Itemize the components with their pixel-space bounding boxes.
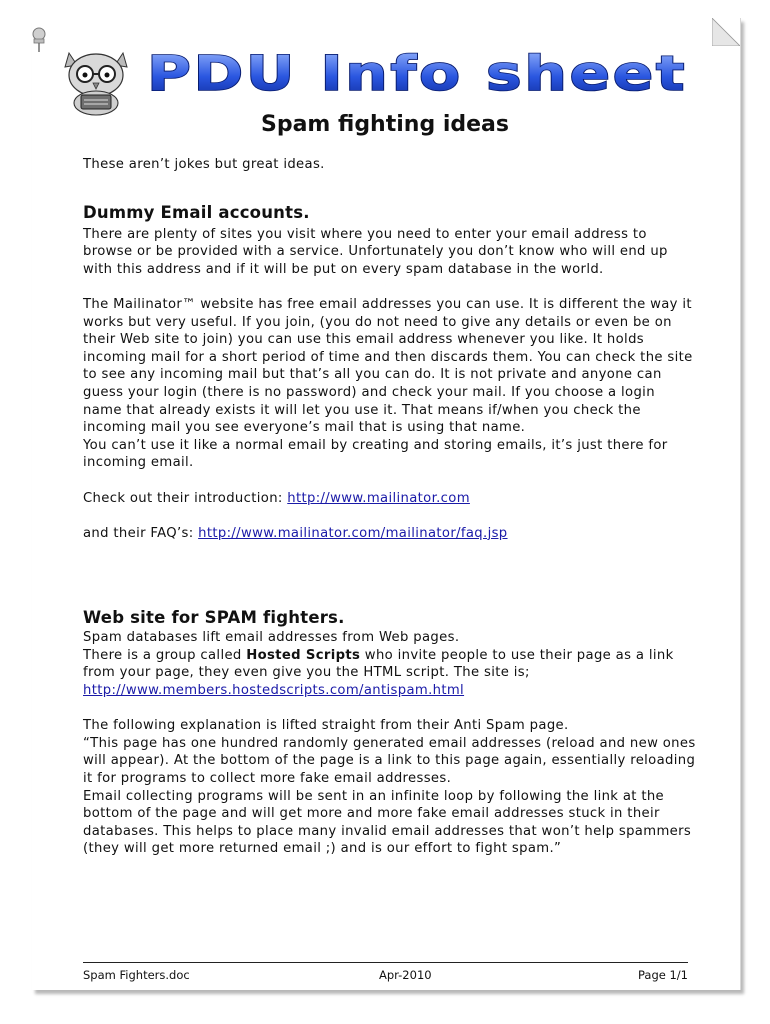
quote-paragraph-2: Email collecting programs will be sent in an infinite loop by following the link at the bottom of the page and will get more and more fake email addresses stuck in their databases. This helps to place many invalid email addresses that won’t help spammers (they will get more returned email ;) and is our effort to fight spam.”	[83, 788, 692, 857]
pushpin-icon	[30, 26, 48, 52]
owl-mascot-icon	[55, 45, 137, 117]
explanation-intro: The following explanation is lifted straight from their Anti Spam page.	[83, 718, 569, 734]
intro-paragraph: These aren’t jokes but great ideas.	[83, 157, 325, 172]
page-footer	[83, 962, 688, 982]
mailinator-usage-paragraph: You can’t use it like a normal email by creating and storing emails, it’s just there for incoming email.	[83, 437, 668, 471]
document-body	[83, 156, 698, 858]
banner-title: PDU Info sheet	[147, 46, 687, 98]
page-curl-corner	[712, 18, 740, 46]
section-heading-dummy-email: Dummy Email accounts.	[83, 202, 310, 222]
footer-page-number: Page 1/1	[637, 968, 688, 982]
pdu-info-sheet-banner	[145, 46, 705, 98]
hosted-scripts-text-before: There is a group called	[83, 647, 247, 663]
hosted-scripts-link[interactable]: http://www.members.hostedscripts.com/antispam.html	[83, 683, 465, 699]
hosted-scripts-paragraph	[83, 647, 698, 682]
mailinator-faq-line	[83, 525, 698, 543]
mailinator-intro-label: Check out their introduction:	[83, 490, 288, 506]
mailinator-paragraph: The Mailinator™ website has free email addresses you can use. It is different the way it works but very useful. If you join, (you do not need to give any details or even be on their Web site to join) you can use this email address whenever you like. It holds incoming mail for a short period of time and then discards them. You can check the site to see any incoming mail but that’s all you can do. It is not private and anyone can guess your login (there is no password) and check your mail. If you choose a login name that already exists it will let you use it. That means if/when you check the incoming mail you see everyone’s mail that is using that name.	[83, 296, 693, 436]
quote-paragraph-1: “This page has one hundred randomly generated email addresses (reload and new ones will appear). At the bottom of the page is a link to this page again, essentially reloading it for programs to collect more fake email addresses.	[83, 735, 696, 787]
dummy-email-paragraph-1: There are plenty of sites you visit where you need to enter your email address to browse or be provided with a service. Unfortunately you don’t know who will end up with this address and if it will be put on every spam database in the world.	[83, 226, 668, 277]
mailinator-link[interactable]: http://www.mailinator.com	[287, 490, 470, 506]
hosted-scripts-name: Hosted Scripts	[246, 647, 361, 663]
footer-date: Apr-2010	[379, 968, 432, 982]
spam-databases-paragraph: Spam databases lift email addresses from Web pages.	[83, 630, 460, 646]
footer-filename: Spam Fighters.doc	[83, 968, 190, 982]
mailinator-intro-line	[83, 490, 698, 508]
hosted-scripts-text-after: who invite people to use their page as a link from your page, they even give you the HTML script. The site is;	[83, 647, 674, 681]
section-heading-spam-fighters: Web site for SPAM fighters.	[83, 608, 345, 628]
hosted-scripts-link-line	[83, 682, 698, 700]
page-title: Spam fighting ideas	[260, 112, 509, 137]
mailinator-faq-link[interactable]: http://www.mailinator.com/mailinator/faq.jsp	[198, 525, 508, 541]
mailinator-faq-label: and their FAQ’s:	[83, 525, 199, 541]
